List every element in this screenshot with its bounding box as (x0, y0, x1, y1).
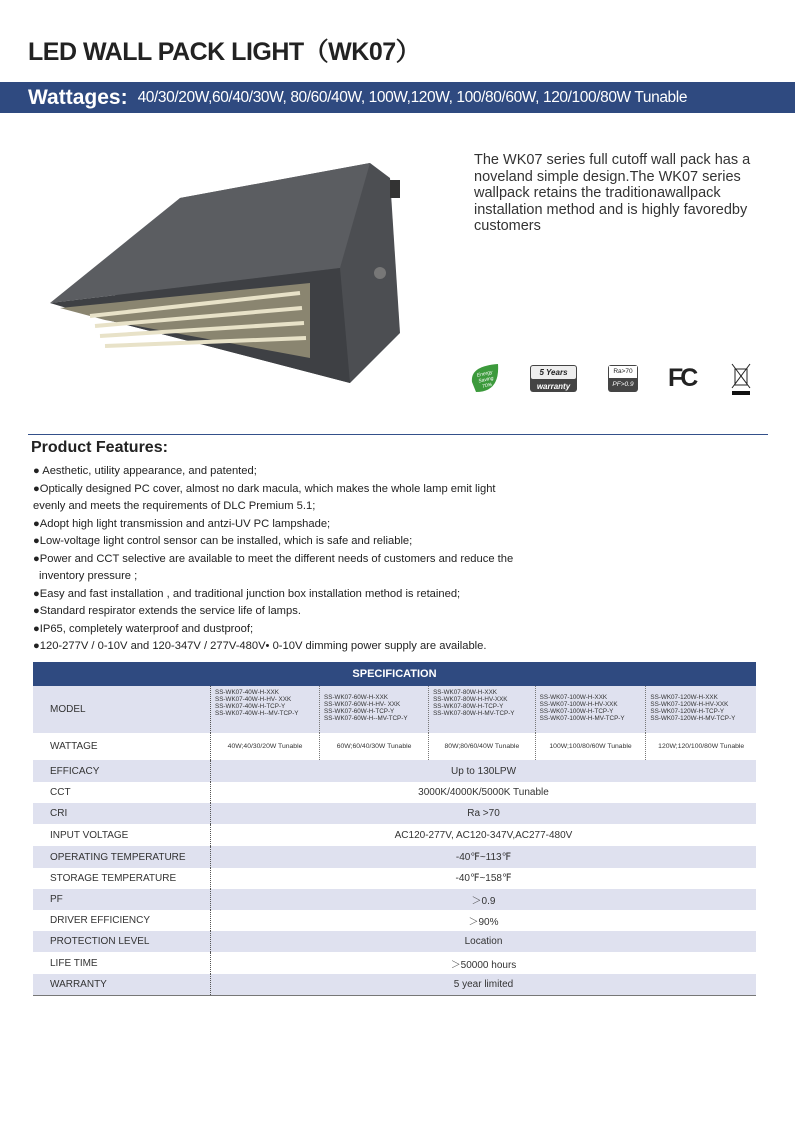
table-row (33, 889, 756, 910)
feature-item: ●Low-voltage light control sensor can be installed, which is safe and reliable; (33, 535, 413, 547)
model-cell: SS-WK07-80W-H-XXK SS-WK07-80W-H-HV-XXK SS-WK07-80W-H-TCP-Y SS-WK07-80W-H-MV-TCP-Y (429, 686, 536, 733)
row-label: MODEL (33, 686, 211, 733)
energy-saving-badge (468, 362, 502, 396)
table-row (33, 803, 756, 824)
row-value: 3000K/4000K/5000K Tunable (418, 787, 549, 798)
feature-item: ●120-277V / 0-10V and 120-347V / 277V-480V• 0-10V dimming power supply are available. (33, 640, 487, 652)
wattages-label: Wattages: (28, 85, 128, 109)
row-value: Ra >70 (211, 803, 757, 824)
energy-saving-text: Energy Saving 70% (476, 369, 495, 390)
row-label: CRI (33, 803, 211, 824)
page-title: LED WALL PACK LIGHT（WK07） (28, 38, 421, 66)
wattage-cell: 100W;100/80/60W Tunable (535, 733, 646, 760)
row-value: ＞90% (468, 917, 499, 928)
row-value: -40℉~113℉ (211, 846, 757, 868)
row-label: OPERATING TEMPERATURE (33, 846, 211, 868)
section-divider (28, 434, 768, 435)
row-value: Location (211, 931, 757, 952)
table-row (33, 974, 756, 995)
feature-item: ●Power and CCT selective are available to meet the different needs of customers and reduce the (33, 552, 514, 565)
row-value: ＞50000 hours (450, 959, 517, 971)
table-row (33, 931, 756, 952)
spec-title: SPECIFICATION (33, 662, 756, 686)
model-cell: SS-WK07-100W-H-XXK SS-WK07-100W-H-HV-XXK SS-WK07-100W-H-TCP-Y SS-WK07-100W-H-MV-TCP-Y (535, 686, 646, 733)
table-row (33, 846, 756, 868)
wattage-cell: 40W;40/30/20W Tunable (211, 733, 320, 760)
feature-item: ● Aesthetic, utility appearance, and patented; (33, 465, 257, 477)
warranty-badge (530, 365, 577, 392)
certification-icons (468, 362, 768, 396)
weee-bin-icon (730, 362, 752, 396)
row-label: WARRANTY (33, 974, 211, 995)
feature-item: ●Optically designed PC cover, almost no dark macula, which makes the whole lamp emit light (33, 482, 496, 495)
feature-item: ●IP65, completely waterproof and dustproof; (33, 622, 254, 635)
pf-text: PF>0.9 (612, 381, 634, 388)
row-label: DRIVER EFFICIENCY (33, 910, 211, 931)
row-value: ＞0.9 (211, 889, 757, 910)
ra-pf-badge (608, 365, 638, 392)
fcc-logo: FC (668, 364, 696, 392)
table-row (33, 952, 756, 974)
table-row (33, 760, 756, 782)
feature-item: ●Standard respirator extends the service life of lamps. (33, 605, 301, 617)
ra-text: Ra>70 (609, 366, 637, 378)
row-label: WATTAGE (33, 733, 211, 760)
row-value: 5 year limited (211, 974, 757, 995)
table-row (33, 824, 756, 846)
wattage-cell: 120W;120/100/80W Tunable (658, 743, 745, 750)
feature-item: evenly and meets the requirements of DLC Premium 5.1; (33, 500, 316, 512)
table-row (33, 868, 756, 889)
table-row (33, 910, 756, 931)
features-title: Product Features: (31, 439, 168, 456)
warranty-text: warranty (536, 382, 571, 391)
wattage-cell: 60W;60/40/30W Tunable (320, 733, 429, 760)
row-label: CCT (33, 782, 211, 803)
model-cell: SS-WK07-40W-H-XXK SS-WK07-40W-H-HV- XXK SS-WK07-40W-H-TCP-Y SS-WK07-40W-H--MV-TCP-Y (211, 686, 320, 733)
model-cell: SS-WK07-120W-H-XXK SS-WK07-120W-H-HV-XXK SS-WK07-120W-H-TCP-Y SS-WK07-120W-H-MV-TCP-Y (646, 686, 756, 733)
row-value: AC120-277V, AC120-347V,AC277-480V (394, 829, 573, 841)
feature-item: ●Easy and fast installation , and traditional junction box installation method is retained; (33, 587, 461, 600)
row-value: Up to 130LPW (211, 760, 757, 782)
model-cell: SS-WK07-60W-H-XXK SS-WK07-60W-H-HV- XXK SS-WK07-60W-H-TCP-Y SS-WK07-60W-H--MV-TCP-Y (320, 686, 429, 733)
row-label: STORAGE TEMPERATURE (33, 868, 211, 889)
row-label: PROTECTION LEVEL (33, 931, 211, 952)
warranty-years: 5 Years (531, 366, 576, 379)
table-row (33, 782, 756, 803)
feature-item: inventory pressure ; (39, 570, 138, 582)
table-row (33, 686, 756, 733)
specification-table (33, 662, 756, 996)
row-label: PF (33, 889, 211, 910)
row-label: INPUT VOLTAGE (33, 824, 211, 846)
feature-item: ●Adopt high light transmission and antzi-UV PC lampshade; (33, 517, 331, 530)
row-label: EFFICACY (33, 760, 211, 782)
wattages-bar (0, 82, 795, 113)
row-value: -40℉~158℉ (455, 873, 512, 884)
product-description: The WK07 series full cutoff wall pack has a noveland simple design.The WK07 series wallpack retains the traditionawallpack installation method and is highly favoredby customers (474, 152, 751, 234)
row-label: LIFE TIME (33, 952, 211, 974)
wattages-value: 40/30/20W,60/40/30W, 80/60/40W, 100W,120W, 100/80/60W, 120/100/80W Tunable (137, 88, 688, 106)
wall-pack-product-image (40, 158, 430, 398)
wattage-cell: 80W;80/60/40W Tunable (429, 733, 536, 760)
features-list (33, 463, 513, 656)
table-row (33, 733, 756, 760)
